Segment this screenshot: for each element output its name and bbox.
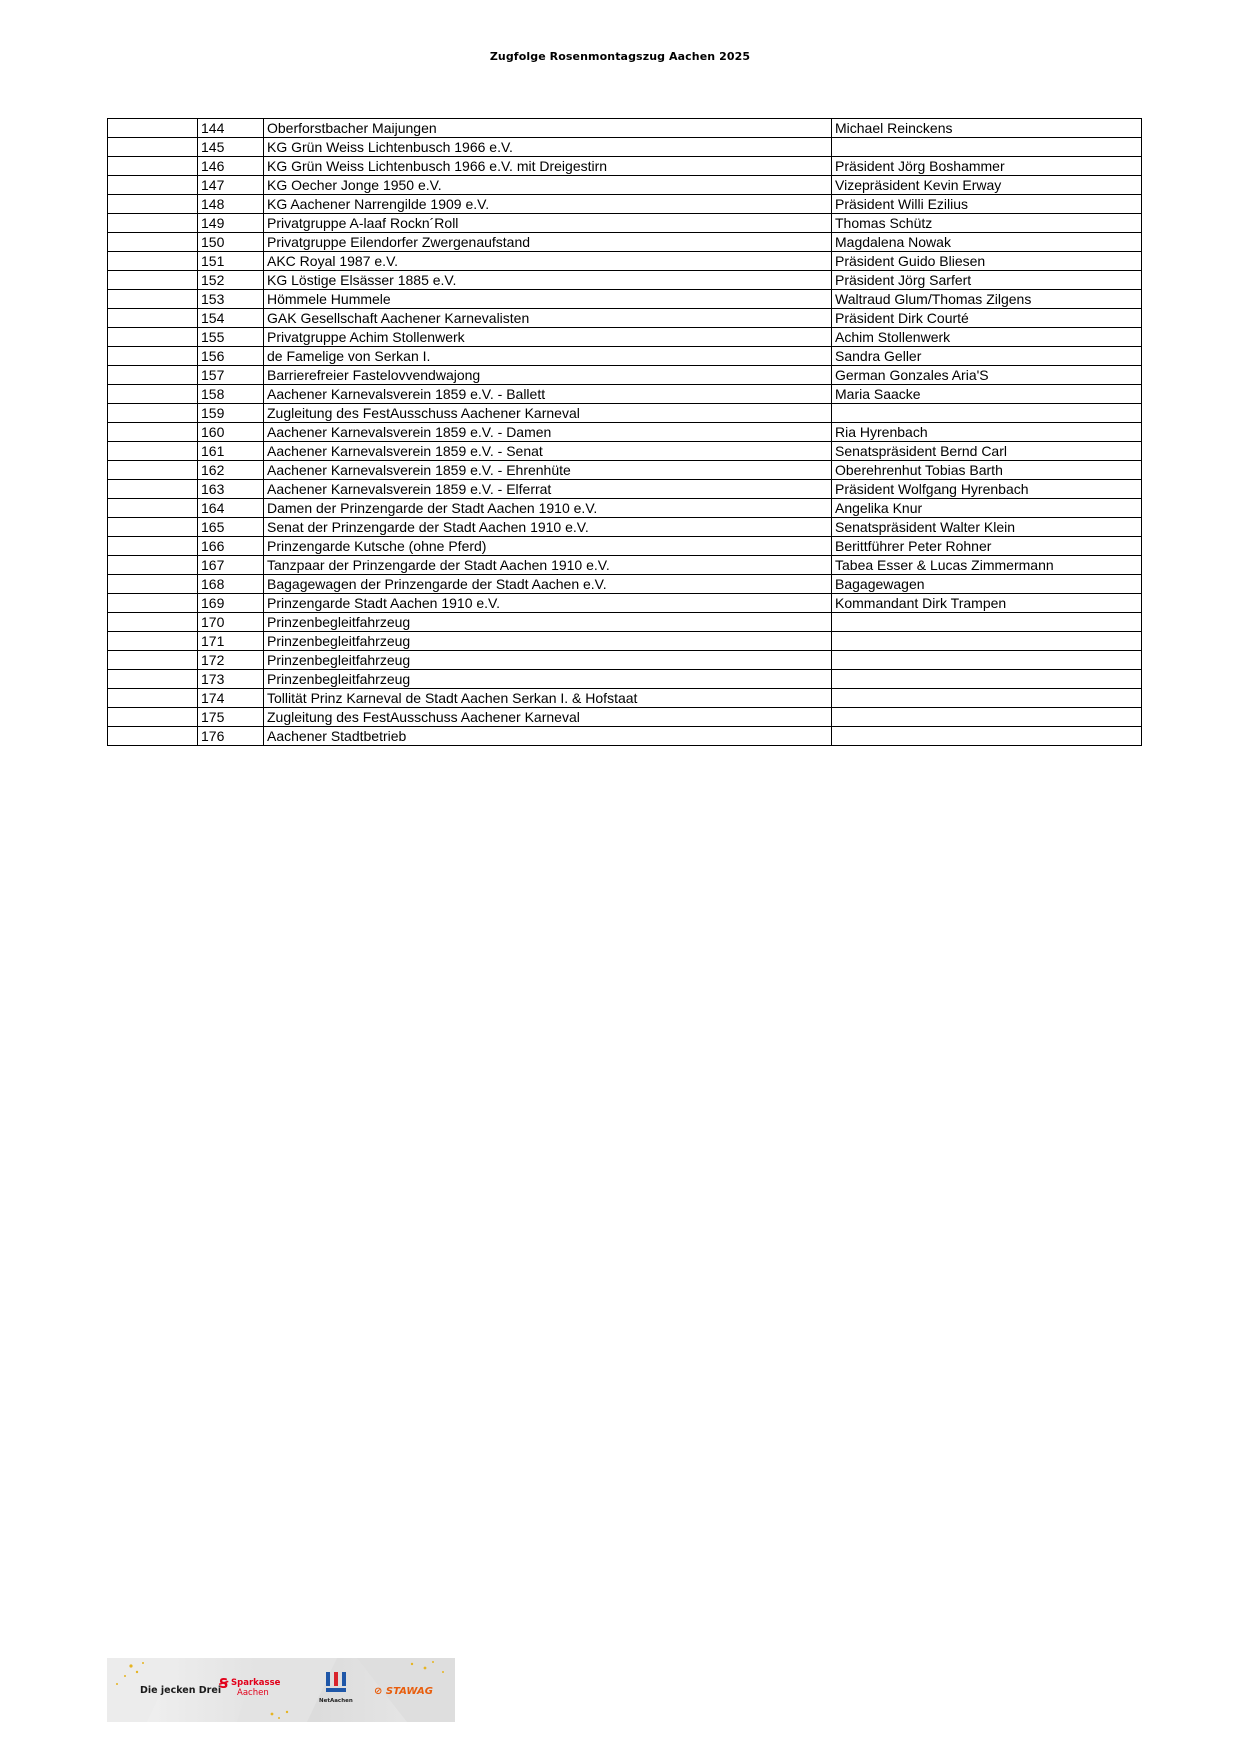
table-row xyxy=(108,651,1142,670)
lineup-number-cell: 170 xyxy=(198,613,264,632)
blank-cell xyxy=(108,119,198,138)
blank-cell xyxy=(108,252,198,271)
group-name-cell: Aachener Karnevalsverein 1859 e.V. - Elferrat xyxy=(264,480,832,499)
netaachen-bars-icon xyxy=(325,1672,347,1694)
lineup-number-cell: 150 xyxy=(198,233,264,252)
lineup-number-cell: 165 xyxy=(198,518,264,537)
contact-cell: Maria Saacke xyxy=(832,385,1142,404)
group-name-cell: Prinzenbegleitfahrzeug xyxy=(264,632,832,651)
lineup-number-cell: 169 xyxy=(198,594,264,613)
group-name-cell: KG Oecher Jonge 1950 e.V. xyxy=(264,176,832,195)
group-name-cell: KG Grün Weiss Lichtenbusch 1966 e.V. xyxy=(264,138,832,157)
contact-cell xyxy=(832,689,1142,708)
lineup-number-cell: 171 xyxy=(198,632,264,651)
group-name-cell: Prinzenbegleitfahrzeug xyxy=(264,670,832,689)
contact-cell: Berittführer Peter Rohner xyxy=(832,537,1142,556)
contact-cell: Sandra Geller xyxy=(832,347,1142,366)
table-row xyxy=(108,233,1142,252)
group-name-cell: KG Aachener Narrengilde 1909 e.V. xyxy=(264,195,832,214)
lineup-number-cell: 172 xyxy=(198,651,264,670)
blank-cell xyxy=(108,575,198,594)
group-name-cell: GAK Gesellschaft Aachener Karnevalisten xyxy=(264,309,832,328)
logo-sparkasse-aachen xyxy=(219,1677,281,1698)
contact-cell: Bagagewagen xyxy=(832,575,1142,594)
lineup-number-cell: 162 xyxy=(198,461,264,480)
table-row xyxy=(108,518,1142,537)
group-name-cell: Bagagewagen der Prinzengarde der Stadt Aachen e.V. xyxy=(264,575,832,594)
contact-cell: Oberehrenhut Tobias Barth xyxy=(832,461,1142,480)
table-row xyxy=(108,138,1142,157)
blank-cell xyxy=(108,442,198,461)
table-row xyxy=(108,575,1142,594)
logo-stawag-text: STAWAG xyxy=(385,1686,433,1697)
table-row xyxy=(108,309,1142,328)
page-title: Zugfolge Rosenmontagszug Aachen 2025 xyxy=(489,50,751,63)
contact-cell xyxy=(832,727,1142,746)
lineup-number-cell: 167 xyxy=(198,556,264,575)
contact-cell: Präsident Jörg Boshammer xyxy=(832,157,1142,176)
lineup-number-cell: 148 xyxy=(198,195,264,214)
group-name-cell: Oberforstbacher Maijungen xyxy=(264,119,832,138)
stawag-flame-icon: ⊘ xyxy=(374,1686,383,1697)
blank-cell xyxy=(108,480,198,499)
table-row xyxy=(108,385,1142,404)
lineup-number-cell: 166 xyxy=(198,537,264,556)
lineup-number-cell: 154 xyxy=(198,309,264,328)
table-row xyxy=(108,328,1142,347)
contact-cell: Kommandant Dirk Trampen xyxy=(832,594,1142,613)
group-name-cell: Prinzenbegleitfahrzeug xyxy=(264,651,832,670)
contact-cell: Vizepräsident Kevin Erway xyxy=(832,176,1142,195)
contact-cell xyxy=(832,404,1142,423)
group-name-cell: Prinzengarde Kutsche (ohne Pferd) xyxy=(264,537,832,556)
table-row xyxy=(108,195,1142,214)
blank-cell xyxy=(108,499,198,518)
table-row xyxy=(108,480,1142,499)
group-name-cell: Aachener Karnevalsverein 1859 e.V. - Damen xyxy=(264,423,832,442)
blank-cell xyxy=(108,727,198,746)
lineup-number-cell: 146 xyxy=(198,157,264,176)
logo-sparkasse-line1: Sparkasse xyxy=(231,1678,281,1688)
group-name-cell: de Famelige von Serkan I. xyxy=(264,347,832,366)
table-row xyxy=(108,708,1142,727)
group-name-cell: KG Löstige Elsässer 1885 e.V. xyxy=(264,271,832,290)
table-row xyxy=(108,423,1142,442)
blank-cell xyxy=(108,537,198,556)
blank-cell xyxy=(108,613,198,632)
lineup-number-cell: 157 xyxy=(198,366,264,385)
table-row xyxy=(108,613,1142,632)
table-row xyxy=(108,461,1142,480)
contact-cell: Präsident Jörg Sarfert xyxy=(832,271,1142,290)
blank-cell xyxy=(108,423,198,442)
contact-cell: Senatspräsident Walter Klein xyxy=(832,518,1142,537)
table-row xyxy=(108,290,1142,309)
blank-cell xyxy=(108,651,198,670)
blank-cell xyxy=(108,708,198,727)
blank-cell xyxy=(108,366,198,385)
group-name-cell: Damen der Prinzengarde der Stadt Aachen 1910 e.V. xyxy=(264,499,832,518)
logo-die-jecken-drei: Die jecken Drei xyxy=(140,1685,222,1696)
group-name-cell: Tollität Prinz Karneval de Stadt Aachen Serkan I. & Hofstaat xyxy=(264,689,832,708)
contact-cell xyxy=(832,613,1142,632)
table-row xyxy=(108,157,1142,176)
group-name-cell: Privatgruppe Achim Stollenwerk xyxy=(264,328,832,347)
contact-cell: Senatspräsident Bernd Carl xyxy=(832,442,1142,461)
blank-cell xyxy=(108,309,198,328)
table-row xyxy=(108,176,1142,195)
table-row xyxy=(108,537,1142,556)
contact-cell: Präsident Willi Ezilius xyxy=(832,195,1142,214)
lineup-number-cell: 175 xyxy=(198,708,264,727)
contact-cell: Tabea Esser & Lucas Zimmermann xyxy=(832,556,1142,575)
blank-cell xyxy=(108,233,198,252)
group-name-cell: AKC Royal 1987 e.V. xyxy=(264,252,832,271)
lineup-number-cell: 164 xyxy=(198,499,264,518)
blank-cell xyxy=(108,670,198,689)
blank-cell xyxy=(108,461,198,480)
lineup-number-cell: 153 xyxy=(198,290,264,309)
contact-cell: Thomas Schütz xyxy=(832,214,1142,233)
group-name-cell: Aachener Karnevalsverein 1859 e.V. - Ballett xyxy=(264,385,832,404)
group-name-cell: Tanzpaar der Prinzengarde der Stadt Aachen 1910 e.V. xyxy=(264,556,832,575)
lineup-number-cell: 161 xyxy=(198,442,264,461)
blank-cell xyxy=(108,328,198,347)
contact-cell xyxy=(832,670,1142,689)
group-name-cell: Privatgruppe Eilendorfer Zwergenaufstand xyxy=(264,233,832,252)
blank-cell xyxy=(108,518,198,537)
lineup-number-cell: 147 xyxy=(198,176,264,195)
lineup-number-cell: 144 xyxy=(198,119,264,138)
contact-cell: Michael Reinckens xyxy=(832,119,1142,138)
blank-cell xyxy=(108,271,198,290)
lineup-number-cell: 163 xyxy=(198,480,264,499)
contact-cell: Präsident Guido Bliesen xyxy=(832,252,1142,271)
table-row xyxy=(108,347,1142,366)
logo-stawag xyxy=(374,1686,433,1697)
blank-cell xyxy=(108,195,198,214)
blank-cell xyxy=(108,594,198,613)
table-row xyxy=(108,404,1142,423)
lineup-number-cell: 152 xyxy=(198,271,264,290)
lineup-number-cell: 156 xyxy=(198,347,264,366)
contact-cell: Ria Hyrenbach xyxy=(832,423,1142,442)
group-name-cell: Zugleitung des FestAusschuss Aachener Karneval xyxy=(264,708,832,727)
contact-cell: German Gonzales Aria'S xyxy=(832,366,1142,385)
table-row xyxy=(108,366,1142,385)
table-row xyxy=(108,632,1142,651)
lineup-number-cell: 176 xyxy=(198,727,264,746)
lineup-number-cell: 149 xyxy=(198,214,264,233)
table-row xyxy=(108,594,1142,613)
contact-cell xyxy=(832,632,1142,651)
contact-cell xyxy=(832,138,1142,157)
group-name-cell: Zugleitung des FestAusschuss Aachener Karneval xyxy=(264,404,832,423)
table-row xyxy=(108,689,1142,708)
blank-cell xyxy=(108,176,198,195)
group-name-cell: Prinzenbegleitfahrzeug xyxy=(264,613,832,632)
blank-cell xyxy=(108,385,198,404)
group-name-cell: Senat der Prinzengarde der Stadt Aachen 1910 e.V. xyxy=(264,518,832,537)
lineup-table-body xyxy=(108,119,1142,746)
sparkasse-s-icon: Ꞩ xyxy=(219,1677,229,1692)
table-row xyxy=(108,670,1142,689)
table-row xyxy=(108,271,1142,290)
group-name-cell: Aachener Karnevalsverein 1859 e.V. - Ehrenhüte xyxy=(264,461,832,480)
blank-cell xyxy=(108,214,198,233)
group-name-cell: Privatgruppe A-laaf Rockn´Roll xyxy=(264,214,832,233)
lineup-number-cell: 151 xyxy=(198,252,264,271)
group-name-cell: KG Grün Weiss Lichtenbusch 1966 e.V. mit Dreigestirn xyxy=(264,157,832,176)
parade-lineup-table xyxy=(107,118,1142,746)
lineup-number-cell: 159 xyxy=(198,404,264,423)
contact-cell: Magdalena Nowak xyxy=(832,233,1142,252)
group-name-cell: Hömmele Hummele xyxy=(264,290,832,309)
table-row xyxy=(108,499,1142,518)
blank-cell xyxy=(108,689,198,708)
logo-sparkasse-line2: Aachen xyxy=(237,1688,269,1698)
sponsor-logo-banner xyxy=(107,1658,455,1722)
blank-cell xyxy=(108,290,198,309)
contact-cell: Achim Stollenwerk xyxy=(832,328,1142,347)
table-row xyxy=(108,727,1142,746)
group-name-cell: Aachener Stadtbetrieb xyxy=(264,727,832,746)
lineup-number-cell: 168 xyxy=(198,575,264,594)
contact-cell xyxy=(832,651,1142,670)
group-name-cell: Barrierefreier Fastelovvendwajong xyxy=(264,366,832,385)
contact-cell xyxy=(832,708,1142,727)
lineup-number-cell: 174 xyxy=(198,689,264,708)
blank-cell xyxy=(108,347,198,366)
lineup-number-cell: 145 xyxy=(198,138,264,157)
table-row xyxy=(108,252,1142,271)
blank-cell xyxy=(108,556,198,575)
contact-cell: Angelika Knur xyxy=(832,499,1142,518)
group-name-cell: Prinzengarde Stadt Aachen 1910 e.V. xyxy=(264,594,832,613)
blank-cell xyxy=(108,157,198,176)
blank-cell xyxy=(108,632,198,651)
lineup-number-cell: 173 xyxy=(198,670,264,689)
contact-cell: Präsident Dirk Courté xyxy=(832,309,1142,328)
lineup-number-cell: 160 xyxy=(198,423,264,442)
group-name-cell: Aachener Karnevalsverein 1859 e.V. - Senat xyxy=(264,442,832,461)
table-row xyxy=(108,214,1142,233)
blank-cell xyxy=(108,404,198,423)
contact-cell: Präsident Wolfgang Hyrenbach xyxy=(832,480,1142,499)
table-row xyxy=(108,442,1142,461)
lineup-number-cell: 155 xyxy=(198,328,264,347)
contact-cell: Waltraud Glum/Thomas Zilgens xyxy=(832,290,1142,309)
table-row xyxy=(108,119,1142,138)
logo-netaachen: NetAachen xyxy=(319,1698,353,1704)
blank-cell xyxy=(108,138,198,157)
lineup-number-cell: 158 xyxy=(198,385,264,404)
table-row xyxy=(108,556,1142,575)
